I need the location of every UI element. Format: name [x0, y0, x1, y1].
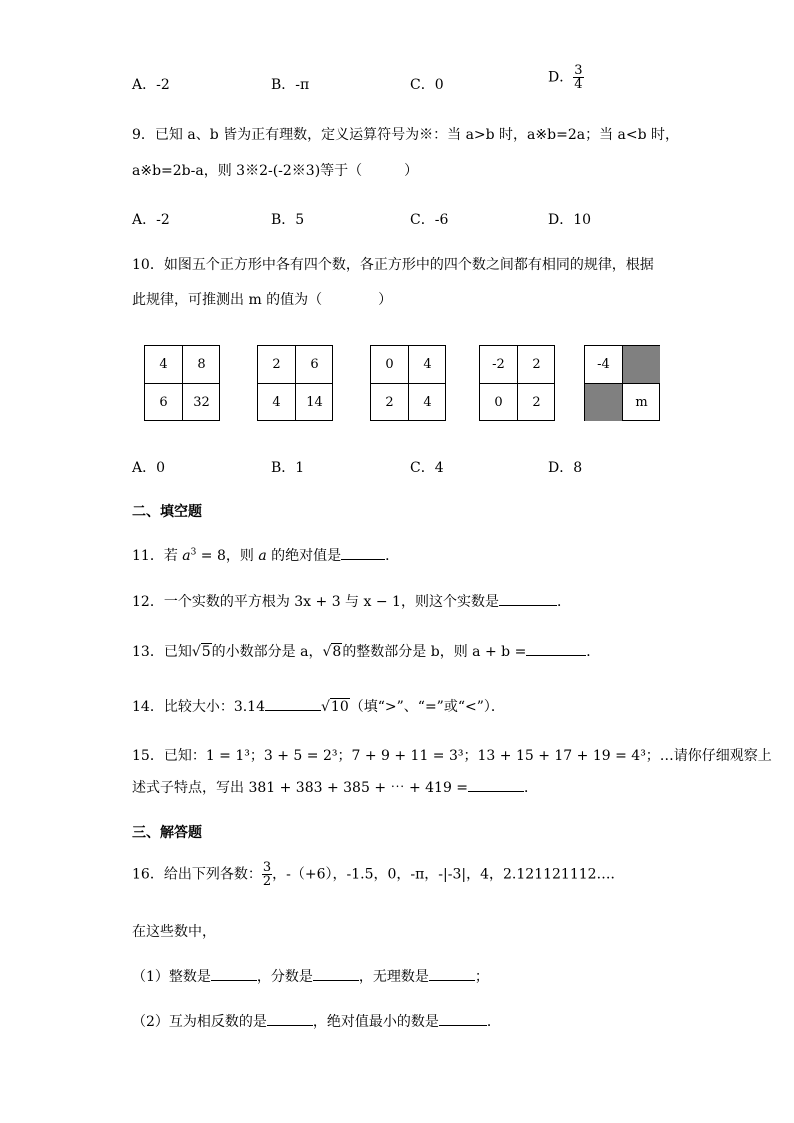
square-cell: 2	[272, 357, 281, 372]
q10-option-b: B．1	[271, 460, 305, 476]
answer-blank	[211, 968, 257, 981]
square-cell: 8	[197, 357, 206, 372]
square-cell: 0	[494, 395, 503, 410]
q9-line2: a※b=2b-a，则 3※2-(-2※3)等于（ ）	[132, 163, 419, 179]
answer-blank	[526, 643, 586, 656]
square-cell: 14	[306, 395, 323, 410]
q15-line2: 述式子特点，写出 381 + 383 + 385 + ⋯ + 419 = ．	[132, 780, 539, 796]
square-cell: 4	[272, 395, 281, 410]
square-cell: 4	[159, 357, 168, 372]
sqrt-symbol: √5	[191, 644, 211, 660]
answer-blank	[439, 1013, 487, 1026]
q16-line2: 在这些数中，	[132, 924, 216, 940]
section-heading-fill-in: 二、填空题	[132, 504, 202, 520]
fraction: $\frac{3}{4}$	[574, 63, 583, 92]
fraction: $\frac{3}{2}$	[262, 860, 272, 889]
square-cell: 4	[423, 395, 432, 410]
square-cell: 2	[385, 395, 394, 410]
q9-option-a: A．-2	[132, 212, 170, 228]
square-cell: 2	[532, 357, 541, 372]
number-square-1	[144, 345, 220, 421]
q10-option-a: A．0	[132, 460, 166, 476]
square-cell: 0	[385, 357, 394, 372]
section-heading-solve: 三、解答题	[132, 825, 202, 841]
square-cell: 6	[310, 357, 319, 372]
answer-blank	[265, 698, 321, 711]
q8-option-a: A．-2	[132, 77, 170, 93]
square-cell: 2	[532, 395, 541, 410]
q14: 14．比较大小：3.14 √10（填“>”、“=”或“<”）．	[132, 699, 505, 715]
q8-option-c: C．0	[410, 77, 444, 93]
square-cell: 4	[423, 357, 432, 372]
q9-option-c: C．-6	[410, 212, 449, 228]
q13: 13．已知√5的小数部分是 a，√8的整数部分是 b，则 a + b = ．	[132, 644, 601, 660]
answer-blank	[313, 968, 359, 981]
square-cell: -2	[492, 357, 505, 372]
square-cell: 32	[193, 395, 210, 410]
q9-option-b: B．5	[271, 212, 305, 228]
sqrt-symbol: √10	[321, 699, 349, 715]
shaded-cell	[623, 346, 660, 383]
square-cell: -4	[597, 357, 610, 372]
q9-line1: 9．已知 a、b 皆为正有理数，定义运算符号为※：当 a>b 时，a※b=2a；当 a<b 时，	[132, 127, 680, 143]
square-cell: 6	[159, 395, 168, 410]
q10-option-d: D．8	[548, 460, 583, 476]
number-square-4	[479, 345, 555, 421]
square-cell: m	[635, 395, 648, 410]
answer-blank	[499, 593, 557, 606]
sqrt-symbol: √8	[322, 644, 342, 660]
q10-option-c: C．4	[410, 460, 444, 476]
shaded-cell	[585, 384, 622, 421]
q15-line1: 15．已知：1 = 1³；3 + 5 = 2³；7 + 9 + 11 = 3³；13 + 15 + 17 + 19 = 4³；…请你仔细观察上	[132, 748, 772, 764]
answer-blank	[267, 1013, 313, 1026]
q8-option-d: D． $\frac{3}{4}$	[548, 63, 583, 92]
q11: 11．若 $a^3 = 8$，则 a 的绝对值是 ．	[132, 547, 400, 564]
q9-option-d: D．10	[548, 212, 592, 228]
answer-blank	[429, 968, 475, 981]
q8-option-b: B．-π	[271, 77, 310, 93]
number-square-3	[370, 345, 446, 421]
q16-part1: （1）整数是 ，分数是 ，无理数是 ；	[132, 969, 489, 985]
answer-blank	[468, 779, 524, 792]
answer-blank	[341, 547, 385, 560]
q10-line1: 10．如图五个正方形中各有四个数，各正方形中的四个数之间都有相同的规律，根据	[132, 257, 654, 273]
q16-part2: （2）互为相反数的是 ，绝对值最小的数是 ．	[132, 1014, 501, 1030]
q12: 12．一个实数的平方根为 3x + 3 与 x − 1，则这个实数是 ．	[132, 594, 571, 610]
q16: 16．给出下列各数： $\frac{3}{2}$ ，-（+6），-1.5，0，-π，-|-3|，4，2.121121112…．	[132, 860, 625, 889]
number-square-2	[257, 345, 333, 421]
q10-line2: 此规律，可推测出 m 的值为（ ）	[132, 292, 393, 308]
number-square-5	[584, 345, 660, 421]
